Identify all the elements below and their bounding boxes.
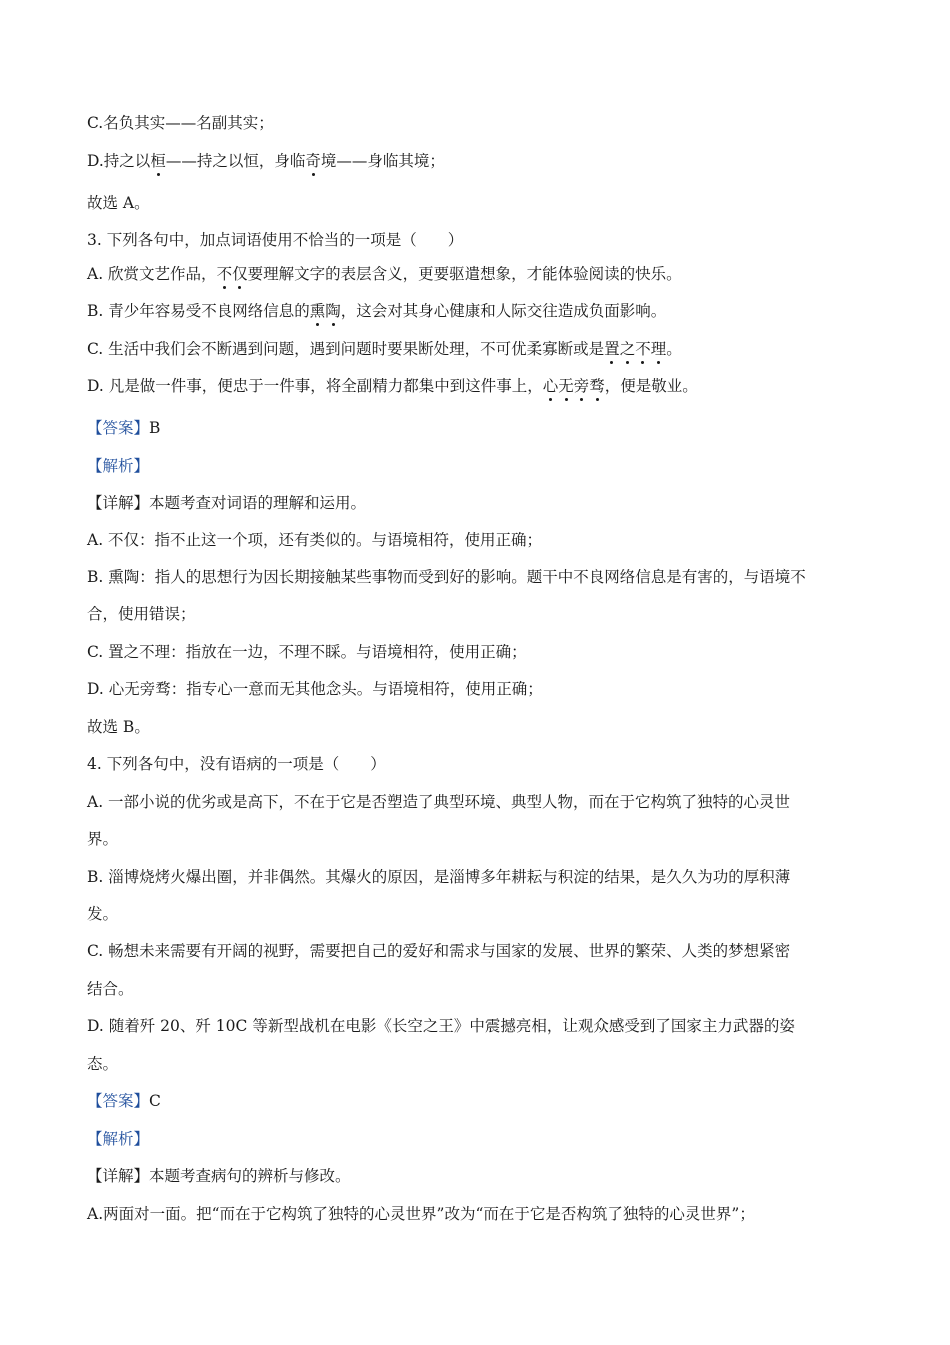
line-text: 。 bbox=[666, 340, 682, 358]
option-b bbox=[87, 867, 867, 887]
emphasis-dot-char: 不 bbox=[216, 265, 233, 283]
line-text: C. 生活中我们会不断遇到问题，遇到问题时要果断处理，不可优柔寡断或是 bbox=[87, 340, 605, 358]
emphasis-dot-char: 心 bbox=[542, 377, 559, 395]
line-text: A.两面对一面。把“而在于它构筑了独特的心灵世界”改为“而在于它是否构筑了独特的心灵世界”； bbox=[87, 1205, 755, 1223]
line-text: ——持之以恒，身临 bbox=[165, 152, 306, 170]
question-stem bbox=[87, 754, 867, 774]
line-text: A. 欣赏文艺作品， bbox=[87, 265, 217, 283]
line-text: D.持之以 bbox=[87, 152, 151, 170]
emphasis-dot-char: 奇 bbox=[305, 152, 321, 170]
line-text: D. 凡是做一件事，便忠于一件事，将全副精力都集中到这件事上， bbox=[87, 377, 543, 395]
option-b bbox=[87, 301, 867, 321]
line-text: 3. 下列各句中，加点词语使用不恰当的一项是（ ） bbox=[87, 231, 464, 249]
text-line bbox=[87, 1204, 867, 1224]
emphasis-dot-char: 理 bbox=[650, 340, 667, 358]
text-line bbox=[87, 829, 867, 849]
option-c bbox=[87, 941, 867, 961]
line-text: A. 不仅：指不止这一个项，还有类似的。与语境相符，使用正确； bbox=[87, 531, 543, 549]
option-d bbox=[87, 1016, 867, 1036]
line-text: 界。 bbox=[87, 830, 119, 848]
analysis-heading bbox=[87, 456, 867, 476]
line-text: 【详解】本题考查病句的辨析与修改。 bbox=[87, 1167, 351, 1185]
emphasis-dot-char: 旁 bbox=[573, 377, 590, 395]
line-text: C. 畅想未来需要有开阔的视野，需要把自己的爱好和需求与国家的发展、世界的繁荣、人类的梦想紧密 bbox=[87, 942, 791, 960]
emphasis-dot-char: 骛 bbox=[589, 377, 605, 395]
analysis-tag: 【解析】 bbox=[87, 1130, 150, 1148]
answer-value: C bbox=[149, 1092, 161, 1110]
option-a bbox=[87, 792, 867, 812]
line-text: 合，使用错误； bbox=[87, 605, 196, 623]
line-text: ，便是敬业。 bbox=[604, 377, 698, 395]
emphasis-dot-char: 陶 bbox=[325, 302, 341, 320]
line-text: 态。 bbox=[87, 1055, 119, 1073]
line-text: 4. 下列各句中，没有语病的一项是（ ） bbox=[87, 755, 386, 773]
text-line bbox=[87, 717, 867, 737]
emphasis-dot-char: 桓 bbox=[150, 152, 166, 170]
emphasis-dot-char: 不 bbox=[635, 340, 651, 358]
text-line bbox=[87, 151, 867, 171]
analysis-tag: 【解析】 bbox=[87, 457, 150, 475]
answer-tag: 【答案】 bbox=[87, 1092, 150, 1110]
option-c bbox=[87, 339, 867, 359]
text-line bbox=[87, 493, 867, 513]
text-line bbox=[87, 567, 867, 587]
option-d bbox=[87, 376, 867, 396]
line-text: B. 青少年容易受不良网络信息的 bbox=[87, 302, 310, 320]
text-line bbox=[87, 113, 867, 133]
text-line bbox=[87, 604, 867, 624]
answer-tag: 【答案】 bbox=[87, 419, 150, 437]
text-line bbox=[87, 193, 867, 213]
text-line bbox=[87, 679, 867, 699]
line-text: C. 置之不理：指放在一边，不理不睬。与语境相符，使用正确； bbox=[87, 643, 527, 661]
emphasis-dot-char: 熏 bbox=[309, 302, 326, 320]
text-line bbox=[87, 904, 867, 924]
line-text: D. 心无旁骛：指专心一意而无其他念头。与语境相符，使用正确； bbox=[87, 680, 543, 698]
text-line bbox=[87, 979, 867, 999]
line-text: 【详解】本题考查对词语的理解和运用。 bbox=[87, 494, 367, 512]
line-text: 故选 B。 bbox=[87, 718, 150, 736]
line-text: 境——身临其境； bbox=[320, 152, 445, 170]
analysis-heading bbox=[87, 1129, 867, 1149]
line-text: C.名负其实——名副其实； bbox=[87, 114, 274, 132]
line-text: 结合。 bbox=[87, 980, 134, 998]
line-text: 故选 A。 bbox=[87, 194, 150, 212]
answer-value: B bbox=[149, 419, 161, 437]
text-line bbox=[87, 642, 867, 662]
line-text: A. 一部小说的优劣或是高下，不在于它是否塑造了典型环境、典型人物，而在于它构筑了独特的心灵世 bbox=[87, 793, 791, 811]
emphasis-dot-char: 置 bbox=[604, 340, 620, 358]
answer-line bbox=[87, 1091, 867, 1111]
line-text: B. 淄博烧烤火爆出圈，并非偶然。其爆火的原因，是淄博多年耕耘与积淀的结果，是久久为功的厚积薄 bbox=[87, 868, 791, 886]
line-text: D. 随着歼 20、歼 10C 等新型战机在电影《长空之王》中震撼亮相，让观众感受到了国家主力武器的姿 bbox=[87, 1017, 795, 1035]
line-text: 发。 bbox=[87, 905, 119, 923]
question-stem bbox=[87, 230, 867, 250]
emphasis-dot-char: 之 bbox=[619, 340, 636, 358]
text-line bbox=[87, 1166, 867, 1186]
line-text: B. 熏陶：指人的思想行为因长期接触某些事物而受到好的影响。题干中不良网络信息是有害的，与语境不 bbox=[87, 568, 806, 586]
text-line bbox=[87, 1054, 867, 1074]
emphasis-dot-char: 无 bbox=[558, 377, 574, 395]
emphasis-dot-char: 仅 bbox=[232, 265, 248, 283]
line-text: 要理解文字的表层含义，更要驱遣想象，才能体验阅读的快乐。 bbox=[247, 265, 682, 283]
text-line bbox=[87, 530, 867, 550]
line-text: ，这会对其身心健康和人际交往造成负面影响。 bbox=[340, 302, 667, 320]
answer-line bbox=[87, 418, 867, 438]
option-a bbox=[87, 264, 867, 284]
